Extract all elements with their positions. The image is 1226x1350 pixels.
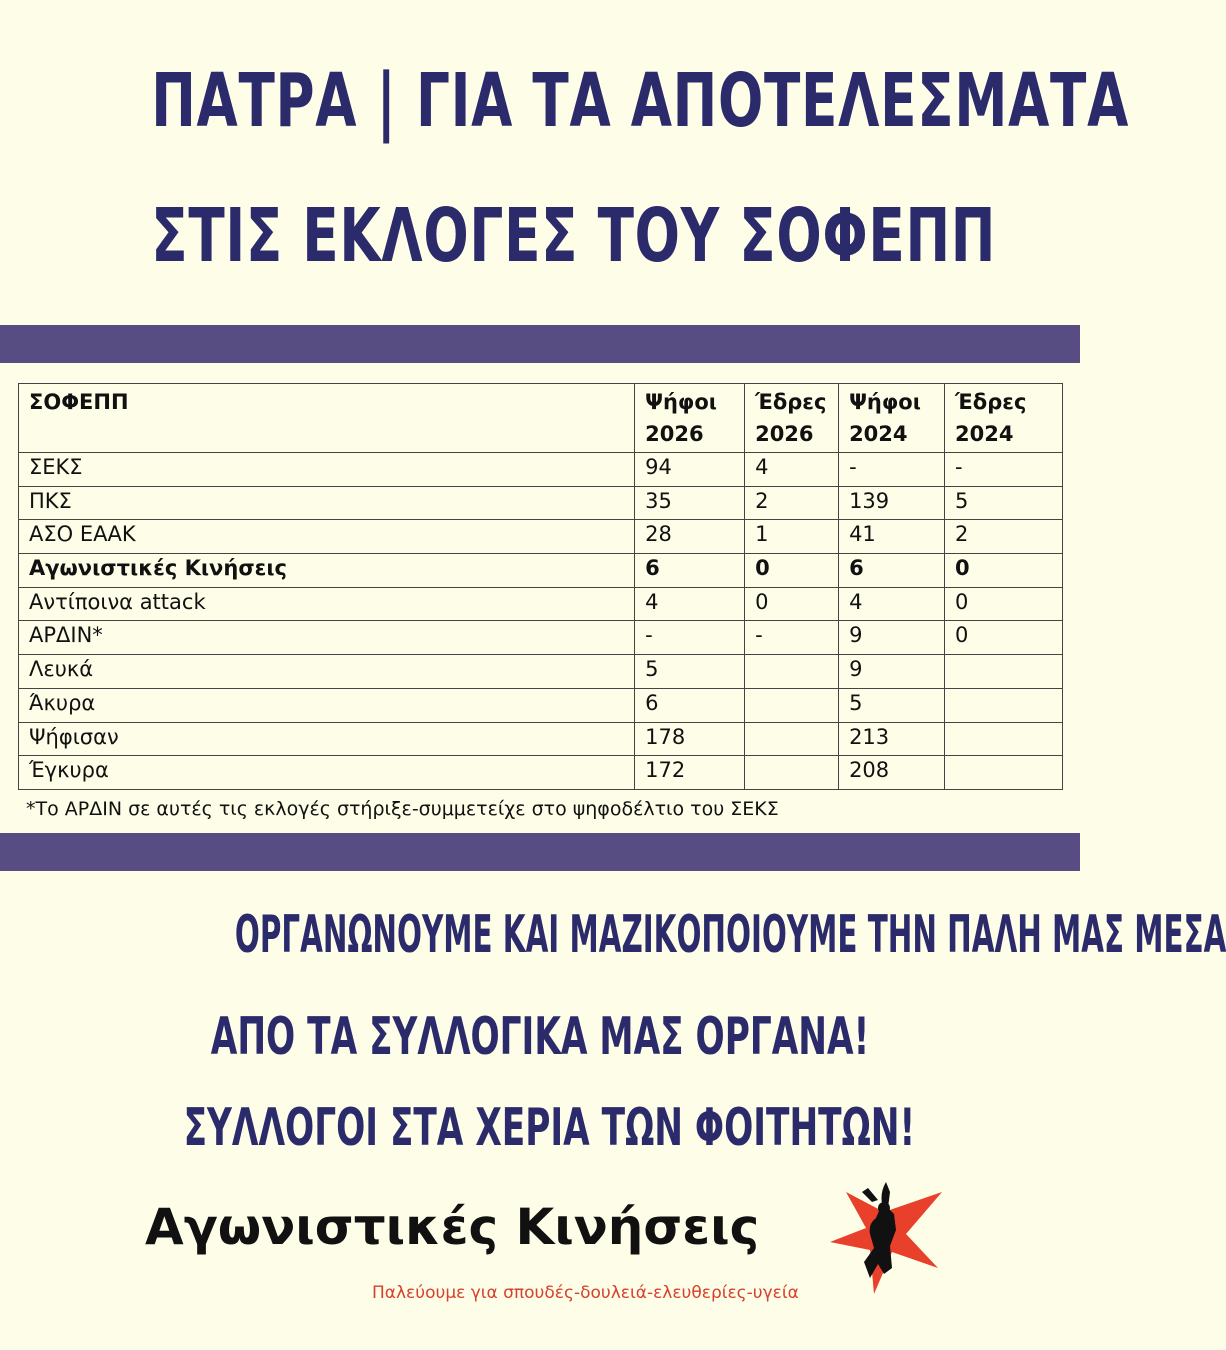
cell-seats-2024: [945, 756, 1063, 790]
cell-votes-2024: -: [839, 453, 945, 487]
results-table-container: [18, 383, 1063, 790]
cell-party: Αγωνιστικές Κινήσεις: [19, 554, 635, 588]
table-row: [19, 520, 1063, 554]
table-row: [19, 655, 1063, 689]
table-header-row: [19, 384, 1063, 453]
cell-votes-2026: 28: [635, 520, 745, 554]
cell-votes-2026: 35: [635, 486, 745, 520]
cell-party: ΣΕΚΣ: [19, 453, 635, 487]
table-row: [19, 621, 1063, 655]
cell-votes-2024: 213: [839, 722, 945, 756]
cell-votes-2024: 9: [839, 655, 945, 689]
cell-votes-2026: -: [635, 621, 745, 655]
cell-seats-2026: [745, 688, 839, 722]
header-cell-votes-2024: Ψήφοι 2024: [839, 384, 945, 453]
cell-votes-2024: 139: [839, 486, 945, 520]
cell-votes-2024: 6: [839, 554, 945, 588]
raised-fist-figure-icon: [826, 1172, 942, 1300]
cell-seats-2026: 4: [745, 453, 839, 487]
cell-seats-2024: 2: [945, 520, 1063, 554]
cell-seats-2026: [745, 722, 839, 756]
footnote: *Το ΑΡΔΙΝ σε αυτές τις εκλογές στήριξε-συμμετείχε στο ψηφοδέλτιο του ΣΕΚΣ: [26, 798, 779, 820]
table-row: [19, 756, 1063, 790]
cell-votes-2026: 4: [635, 587, 745, 621]
cell-seats-2024: [945, 688, 1063, 722]
brand-name: Αγωνιστικές Κινήσεις: [145, 1198, 760, 1256]
cell-votes-2024: 208: [839, 756, 945, 790]
cell-seats-2026: -: [745, 621, 839, 655]
header-cell-seats-2026: Έδρες 2026: [745, 384, 839, 453]
cell-party: Λευκά: [19, 655, 635, 689]
cell-party: Ψήφισαν: [19, 722, 635, 756]
cell-party: Έγκυρα: [19, 756, 635, 790]
cell-seats-2026: [745, 756, 839, 790]
cell-party: Άκυρα: [19, 688, 635, 722]
cell-seats-2024: 5: [945, 486, 1063, 520]
cell-seats-2024: 0: [945, 621, 1063, 655]
header-cell-votes-2026: Ψήφοι 2026: [635, 384, 745, 453]
cell-votes-2026: 178: [635, 722, 745, 756]
table-row: [19, 486, 1063, 520]
divider-band-top: [0, 325, 1080, 363]
results-table: [18, 383, 1063, 790]
cell-votes-2026: 172: [635, 756, 745, 790]
cell-votes-2024: 9: [839, 621, 945, 655]
header-cell-party: ΣΟΦΕΠΠ: [19, 384, 635, 453]
brand-tagline: Παλεύουμε για σπουδές-δουλειά-ελευθερίες-υγεία: [372, 1283, 799, 1303]
table-row: [19, 554, 1063, 588]
cell-seats-2026: 1: [745, 520, 839, 554]
table-row: [19, 453, 1063, 487]
cell-seats-2024: 0: [945, 587, 1063, 621]
cell-votes-2026: 6: [635, 554, 745, 588]
slogan-line-1: ΟΡΓΑΝΩΝΟΥΜΕ ΚΑΙ ΜΑΖΙΚΟΠΟΙΟΥΜΕ ΤΗΝ ΠΑΛΗ ΜΑΣ ΜΕΣΑ: [234, 905, 1226, 965]
cell-party: ΑΡΔΙΝ*: [19, 621, 635, 655]
cell-seats-2026: 2: [745, 486, 839, 520]
cell-party: ΑΣΟ ΕΑΑΚ: [19, 520, 635, 554]
cell-seats-2026: [745, 655, 839, 689]
cell-votes-2026: 5: [635, 655, 745, 689]
cell-party: ΠΚΣ: [19, 486, 635, 520]
cell-seats-2026: 0: [745, 587, 839, 621]
header-cell-seats-2024: Έδρες 2024: [945, 384, 1063, 453]
cell-votes-2024: 41: [839, 520, 945, 554]
divider-band-bottom: [0, 833, 1080, 871]
slogan-line-2: ΑΠΟ ΤΑ ΣΥΛΛΟΓΙΚΑ ΜΑΣ ΟΡΓΑΝΑ!: [210, 1007, 870, 1067]
cell-party: Αντίποινα attack: [19, 587, 635, 621]
cell-seats-2024: -: [945, 453, 1063, 487]
table-row: [19, 722, 1063, 756]
page-title-line-2: ΣΤΙΣ ΕΚΛΟΓΕΣ ΤΟΥ ΣΟΦΕΠΠ: [151, 193, 997, 279]
cell-votes-2026: 94: [635, 453, 745, 487]
slogan-line-3: ΣΥΛΛΟΓΟΙ ΣΤΑ ΧΕΡΙΑ ΤΩΝ ΦΟΙΤΗΤΩΝ!: [183, 1098, 916, 1158]
cell-seats-2024: [945, 655, 1063, 689]
cell-seats-2026: 0: [745, 554, 839, 588]
cell-votes-2024: 5: [839, 688, 945, 722]
cell-votes-2024: 4: [839, 587, 945, 621]
table-row: [19, 688, 1063, 722]
cell-seats-2024: 0: [945, 554, 1063, 588]
page-title-line-1: ΠΑΤΡΑ | ΓΙΑ ΤΑ ΑΠΟΤΕΛΕΣΜΑΤΑ: [151, 58, 1130, 144]
cell-votes-2026: 6: [635, 688, 745, 722]
table-row: [19, 587, 1063, 621]
cell-seats-2024: [945, 722, 1063, 756]
